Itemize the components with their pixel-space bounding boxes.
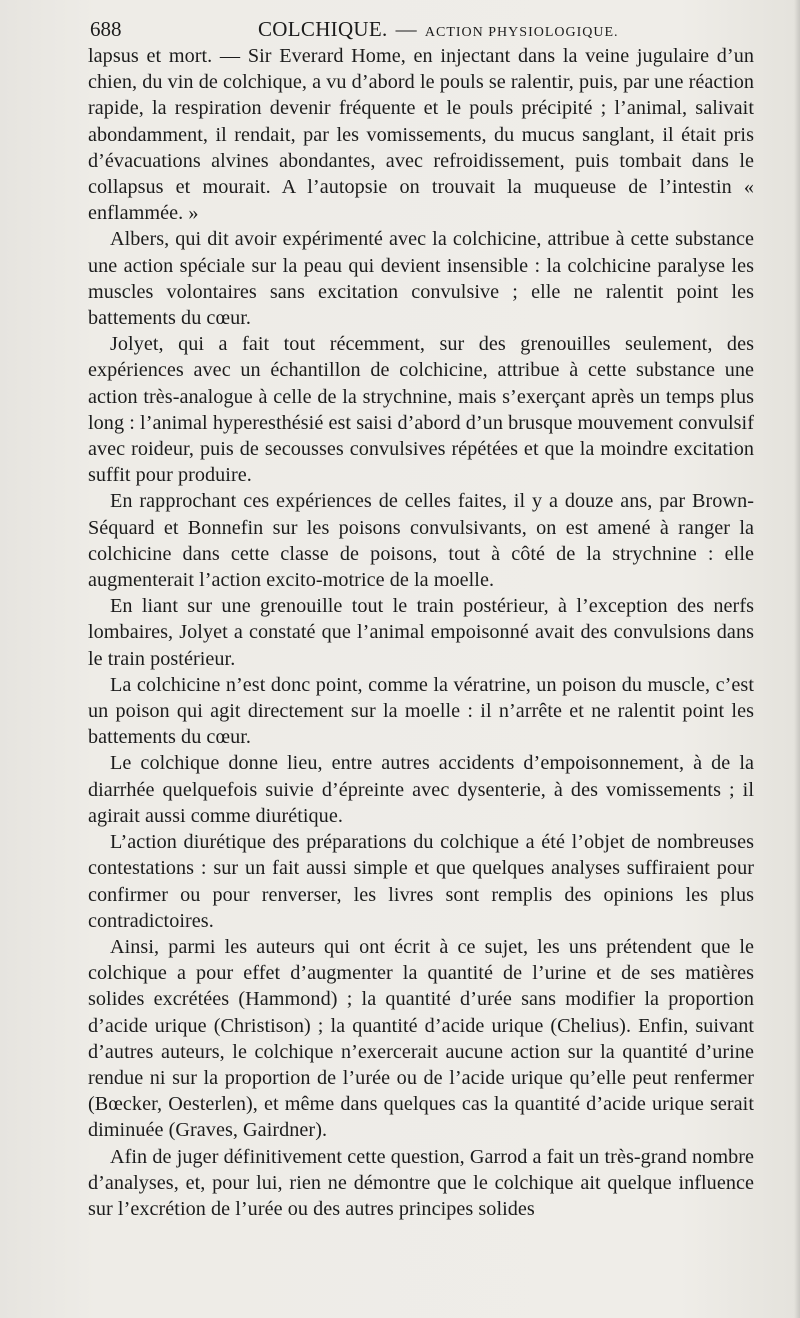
paragraph: lapsus et mort. — Sir Everard Home, en injectant dans la veine jugulaire d’un chien, du vin de colchique, a vu d’abord le pouls se ralentir, puis, par une réaction rapide, la respiration devenir fréquente et le pouls précipité ; l’animal, salivait abondamment, il rendait, par les vomissements, du mucus sanglant, il était pris d’évacuations alvines abondantes, avec refroidissement, puis tombait dans le collapsus et mourait. A l’autopsie on trouvait la muqueuse de l’intestin « enflammée. »	[88, 45, 754, 225]
section-title: ACTION PHYSIOLOGIQUE.	[424, 25, 619, 40]
paragraph: En liant sur une grenouille tout le train postérieur, à l’exception des nerfs lombaires, Jolyet a constaté que l’animal empoisonné avait des convulsions dans le train postérieur.	[88, 595, 754, 670]
paragraph: Ainsi, parmi les auteurs qui ont écrit à ce sujet, les uns prétendent que le colchique a pour effet d’augmenter la quantité de l’urine et de ses matières solides excrétées (Hammond) ; la quantité d’urée sans modifier la proportion d’acide urique (Christison) ; la quantité d’acide urique (Chelius). Enfin, suivant d’autres auteurs, le colchique n’exercerait aucune action sur la quantité d’urine rendue ni sur la proportion de l’urée ou de l’acide urique qu’elle peut renfermer (Bœcker, Oesterlen), et même dans quelques cas la quantité d’acide urique serait diminuée (Graves, Gairdner).	[88, 935, 754, 1142]
paragraph: Afin de juger définitivement cette question, Garrod a fait un très-grand nombre d’analyses, et, pour lui, rien ne démontre que le colchique ait quelque influence sur l’excrétion de l’urée ou des autres principes solides	[88, 1145, 754, 1220]
paragraph: Jolyet, qui a fait tout récemment, sur des grenouilles seulement, des expériences avec un échantillon de colchicine, attribue à cette substance une action très-analogue à celle de la strychnine, mais s’exerçant après un temps plus long : l’animal hyperesthésié est saisi d’abord d’un brusque mouvement convulsif avec roideur, puis de secousses convulsives répétées et que la moindre excitation suffit pour produire.	[88, 333, 754, 487]
paragraph: En rapprochant ces expériences de celles faites, il y a douze ans, par Brown-Séquard et Bonnefin sur les poisons convulsivants, on est amené à ranger la colchicine dans cette classe de poisons, tout à côté de la strychnine : elle augmenterait l’action excito-motrice de la moelle.	[88, 490, 754, 592]
page-body	[88, 43, 754, 1222]
page-edge-shadow	[794, 0, 800, 1318]
paragraph: La colchicine n’est donc point, comme la vératrine, un poison du muscle, c’est un poison qui agit directement sur la moelle : il n’arrête et ne ralentit point les battements du cœur.	[88, 673, 754, 749]
running-title: COLCHIQUE.	[258, 17, 388, 41]
running-header	[90, 16, 755, 42]
paragraph: Albers, qui dit avoir expérimenté avec la colchicine, attribue à cette substance une action spéciale sur la peau qui devient insensible : la colchicine paralyse les muscles volontaires sans excitation convulsive ; elle ne ralentit point les battements du cœur.	[88, 228, 754, 330]
title-separator: —	[395, 17, 417, 41]
running-title-group	[258, 16, 619, 46]
page-number: 688	[90, 17, 122, 41]
paragraph: L’action diurétique des préparations du colchique a été l’objet de nombreuses contestations : sur un fait aussi simple et que quelques analyses suffiraient pour confirmer ou pour renverser, les livres sont remplis des opinions les plus contradictoires.	[88, 831, 754, 932]
paragraph: Le colchique donne lieu, entre autres accidents d’empoisonnement, à de la diarrhée quelquefois suivie d’épreinte avec dysenterie, à des vomissements ; il agirait aussi comme diurétique.	[88, 752, 754, 827]
